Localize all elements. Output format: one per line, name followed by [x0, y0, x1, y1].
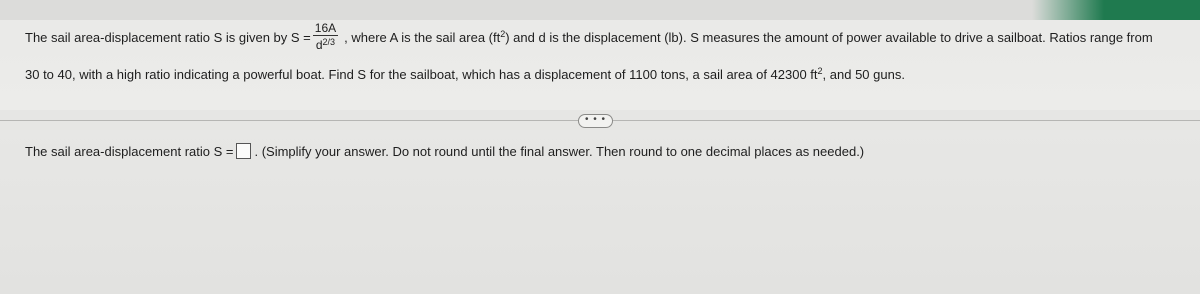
answer-instructions: . (Simplify your answer. Do not round until the final answer. Then round to one decimal places as needed.): [254, 143, 865, 159]
formula-denominator-base: d: [315, 38, 323, 52]
formula-denominator-exponent: 2/3: [322, 37, 336, 47]
squared-superscript: 2: [500, 29, 506, 39]
question-text-start: The sail area-displacement ratio S is given by S =: [25, 29, 311, 45]
question-text-end: ) and d is the displacement (lb). S measures the amount of power available to drive a sailboat. Ratios range from: [505, 30, 1153, 45]
question-panel: [0, 0, 1200, 110]
answer-input[interactable]: [236, 143, 251, 159]
expand-more-button[interactable]: • • •: [578, 114, 613, 128]
answer-row: [25, 143, 864, 159]
question-text-middle: [344, 29, 1153, 45]
answer-label: The sail area-displacement ratio S =: [25, 143, 234, 159]
ratio-formula: [313, 22, 338, 52]
question-line-2: [25, 66, 905, 82]
question-text-units: , where A is the sail area (ft: [344, 30, 501, 45]
top-bar: [0, 0, 1200, 20]
question-line-2-text: 30 to 40, with a high ratio indicating a powerful boat. Find S for the sailboat, which has a displacement of 1100 tons, a sail area of 42300 ft: [25, 67, 818, 82]
formula-denominator: [314, 36, 337, 52]
squared-superscript: 2: [817, 66, 823, 76]
question-line-1: [25, 22, 1153, 52]
section-divider: [0, 113, 1200, 129]
question-line-2-end: , and 50 guns.: [822, 67, 905, 82]
formula-numerator: 16A: [314, 21, 337, 35]
